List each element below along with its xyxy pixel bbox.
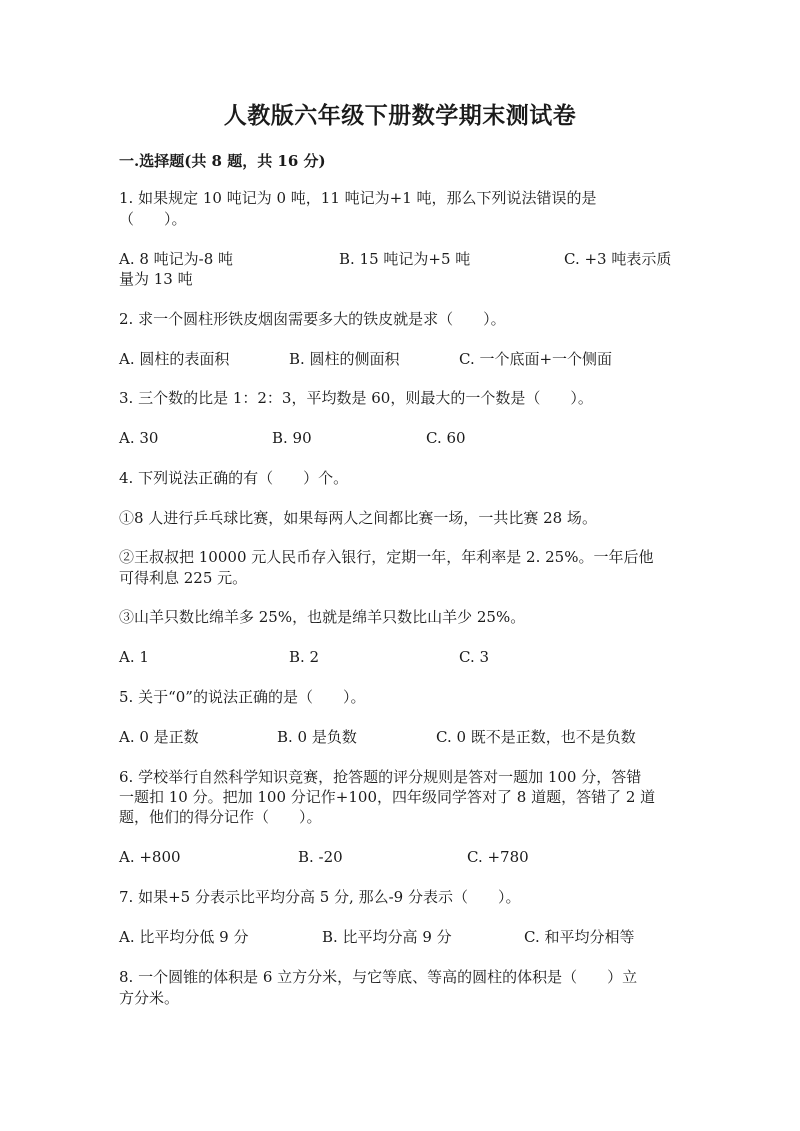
question-2-option-c: C. 一个底面+一个侧面 (459, 350, 613, 368)
question-6-option-a: A. +800 (119, 848, 181, 866)
question-1-option-a: A. 8 吨记为-8 吨 (119, 250, 234, 268)
question-1-option-c-continued: 量为 13 吨 (119, 270, 193, 288)
question-5-option-a: A. 0 是正数 (119, 728, 199, 746)
question-3-option-b: B. 90 (272, 429, 312, 447)
question-4-statement-1: ①8 人进行乒乓球比赛，如果每两人之间都比赛一场，一共比赛 28 场。 (119, 509, 597, 527)
question-7-text: 7. 如果+5 分表示比平均分高 5 分, 那么-9 分表示（ ）。 (119, 888, 521, 906)
question-2-text: 2. 求一个圆柱形铁皮烟囱需要多大的铁皮就是求（ ）。 (119, 310, 506, 328)
question-8-text-line-2: 方分米。 (119, 989, 180, 1007)
question-6-text-line-2: 一题扣 10 分。把加 100 分记作+100，四年级同学答对了 8 道题，答错了 2 道 (119, 788, 656, 806)
question-2-option-a: A. 圆柱的表面积 (119, 350, 230, 368)
question-2-option-b: B. 圆柱的侧面积 (289, 350, 400, 368)
question-6-option-b: B. -20 (298, 848, 343, 866)
question-3-option-c: C. 60 (426, 429, 466, 447)
question-4-statement-2-line-2: 可得利息 225 元。 (119, 569, 248, 587)
question-1-text-line-2: （ ）。 (119, 210, 187, 228)
question-5-text: 5. 关于“0”的说法正确的是（ ）。 (119, 688, 366, 706)
question-4-option-a: A. 1 (119, 648, 149, 666)
section-heading: 一.选择题(共 8 题，共 16 分) (119, 152, 326, 170)
question-4-text: 4. 下列说法正确的有（ ）个。 (119, 469, 349, 487)
question-3-text: 3. 三个数的比是 1：2：3，平均数是 60，则最大的一个数是（ ）。 (119, 389, 593, 407)
page-title: 人教版六年级下册数学期末测试卷 (223, 102, 577, 129)
question-6-text-line-1: 6. 学校举行自然科学知识竞赛，抢答题的评分规则是答对一题加 100 分，答错 (119, 768, 642, 786)
question-7-option-b: B. 比平均分高 9 分 (322, 928, 452, 946)
question-1-option-b: B. 15 吨记为+5 吨 (339, 250, 471, 268)
question-8-text-line-1: 8. 一个圆锥的体积是 6 立方分米，与它等底、等高的圆柱的体积是（ ）立 (119, 968, 638, 986)
question-4-option-b: B. 2 (289, 648, 320, 666)
question-3-option-a: A. 30 (119, 429, 159, 447)
question-1-text-line-1: 1. 如果规定 10 吨记为 0 吨，11 吨记为+1 吨，那么下列说法错误的是 (119, 189, 597, 207)
question-7-option-a: A. 比平均分低 9 分 (119, 928, 249, 946)
question-5-option-c: C. 0 既不是正数，也不是负数 (436, 728, 636, 746)
question-4-option-c: C. 3 (459, 648, 490, 666)
question-6-option-c: C. +780 (467, 848, 529, 866)
question-6-text-line-3: 题，他们的得分记作（ ）。 (119, 808, 322, 826)
question-7-option-c: C. 和平均分相等 (524, 928, 635, 946)
question-5-option-b: B. 0 是负数 (277, 728, 357, 746)
question-1-option-c: C. +3 吨表示质 (564, 250, 672, 268)
question-4-statement-2-line-1: ②王叔叔把 10000 元人民币存入银行，定期一年，年利率是 2. 25%。一年后他 (119, 548, 654, 566)
question-4-statement-3: ③山羊只数比绵羊多 25%，也就是绵羊只数比山羊少 25%。 (119, 608, 526, 626)
